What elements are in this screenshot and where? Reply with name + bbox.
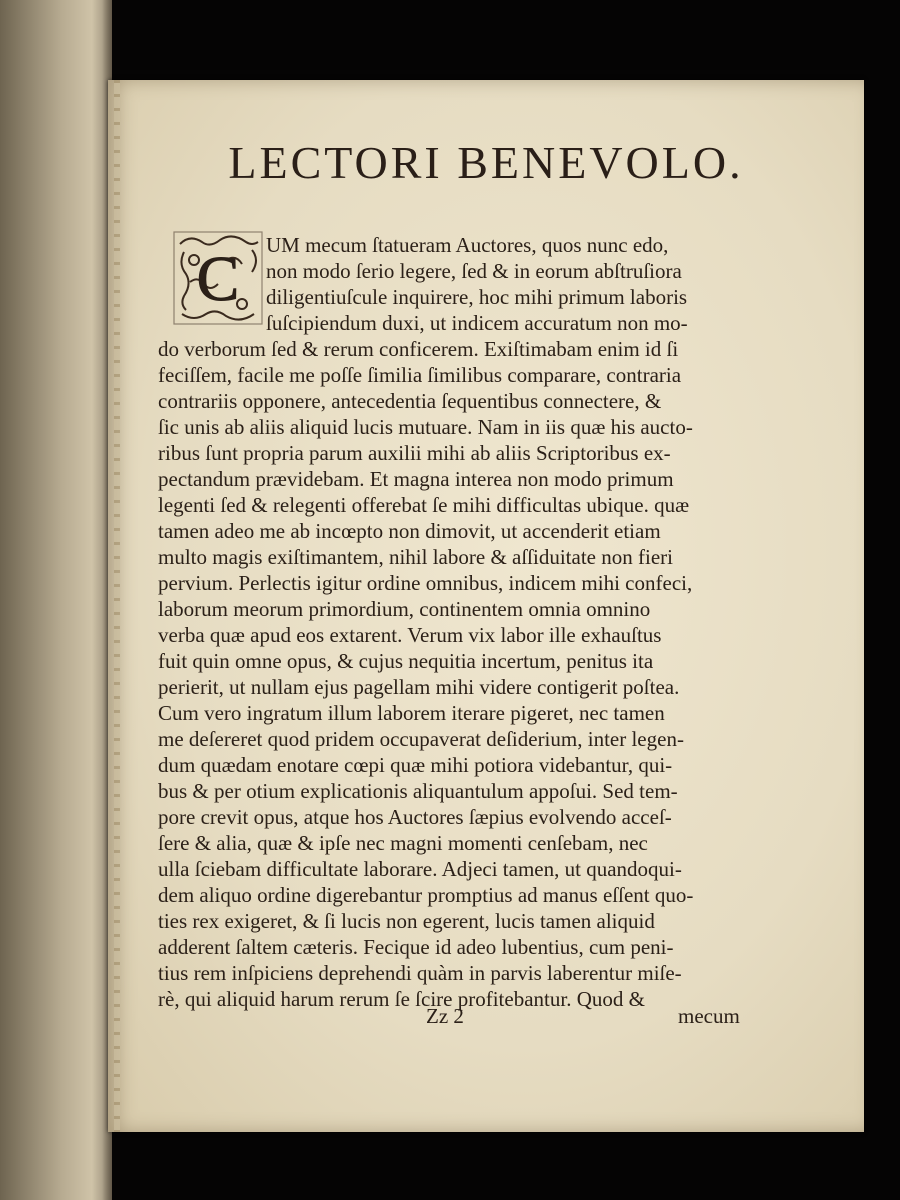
text-line: verba quæ apud eos extarent. Verum vix labor ille exhauſtus (158, 623, 662, 647)
text-line: diligentiuſcule inquirere, hoc mihi primum laboris (266, 285, 688, 309)
text-line: tamen adeo me ab incœpto non dimovit, ut accenderit etiam (158, 519, 661, 543)
text-line: legenti ſed & relegenti offerebat ſe mihi difficultas ubique. quæ (158, 493, 690, 517)
text-line: fuit quin omne opus, & cujus nequitia incertum, penitus ita (158, 649, 654, 673)
text-line: dem aliquo ordine digerebantur promptius ad manus eſſent quo- (158, 883, 694, 907)
text-line: UM mecum ſtatueram Auctores, quos nunc edo, (266, 233, 669, 257)
drop-cap-letter: C (196, 243, 240, 314)
text-line: multo magis exiſtimantem, nihil labore & aſſiduitate non fieri (158, 545, 673, 569)
text-line: laborum meorum primordium, continentem omnia omnino (158, 597, 651, 621)
text-line: ulla ſciebam difficultate laborare. Adjeci tamen, ut quandoqui- (158, 857, 682, 881)
text-line: rè, qui aliquid harum rerum ſe ſcire profitebantur. Quod & (158, 987, 645, 1011)
text-line: Cum vero ingratum illum laborem iterare pigeret, nec tamen (158, 701, 665, 725)
text-line: ſic unis ab aliis aliquid lucis mutuare. Nam in iis quæ his aucto- (158, 415, 693, 439)
text-line: adderent ſaltem cæteris. Fecique id adeo lubentius, cum peni- (158, 935, 674, 959)
text-line: ſere & alia, quæ & ipſe nec magni momenti cenſebam, nec (158, 831, 648, 855)
body-text (108, 80, 864, 1132)
book-page (108, 80, 864, 1132)
text-line: pectandum prævidebam. Et magna interea non modo primum (158, 467, 674, 491)
text-line: ſuſcipiendum duxi, ut indicem accuratum non mo- (266, 311, 688, 335)
text-line: ribus ſunt propria parum auxilii mihi ab aliis Scriptoribus ex- (158, 441, 671, 465)
signature-mark: Zz 2 (426, 1004, 464, 1028)
text-line: feciſſem, facile me poſſe ſimilia ſimilibus comparare, contraria (158, 363, 682, 387)
text-line: ties rex exigeret, & ſi lucis non egerent, lucis tamen aliquid (158, 909, 655, 933)
text-line: tius rem inſpiciens deprehendi quàm in parvis laberentur miſe- (158, 961, 682, 985)
text-line: dum quædam enotare cœpi quæ mihi potiora videbantur, qui- (158, 753, 673, 777)
text-line: contrariis opponere, antecedentia ſequentibus connectere, & (158, 389, 662, 413)
page-title: LECTORI BENEVOLO. (228, 137, 744, 188)
text-line: me deſereret quod pridem occupaverat deſiderium, inter legen- (158, 727, 684, 751)
text-line: do verborum ſed & rerum conficerem. Exiſtimabam enim id ſi (158, 337, 679, 361)
text-line: bus & per otium explicationis aliquantulum appoſui. Sed tem- (158, 779, 678, 803)
text-line: non modo ſerio legere, ſed & in eorum abſtruſiora (266, 259, 682, 283)
text-line: perierit, ut nullam ejus pagellam mihi videre contigerit poſtea. (158, 675, 680, 699)
text-line: pore crevit opus, atque hos Auctores ſæpius evolvendo acceſ- (158, 805, 672, 829)
text-line: pervium. Perlectis igitur ordine omnibus, indicem mihi confeci, (158, 571, 693, 595)
catchword: mecum (678, 1004, 740, 1028)
facing-page-edge (0, 0, 112, 1200)
